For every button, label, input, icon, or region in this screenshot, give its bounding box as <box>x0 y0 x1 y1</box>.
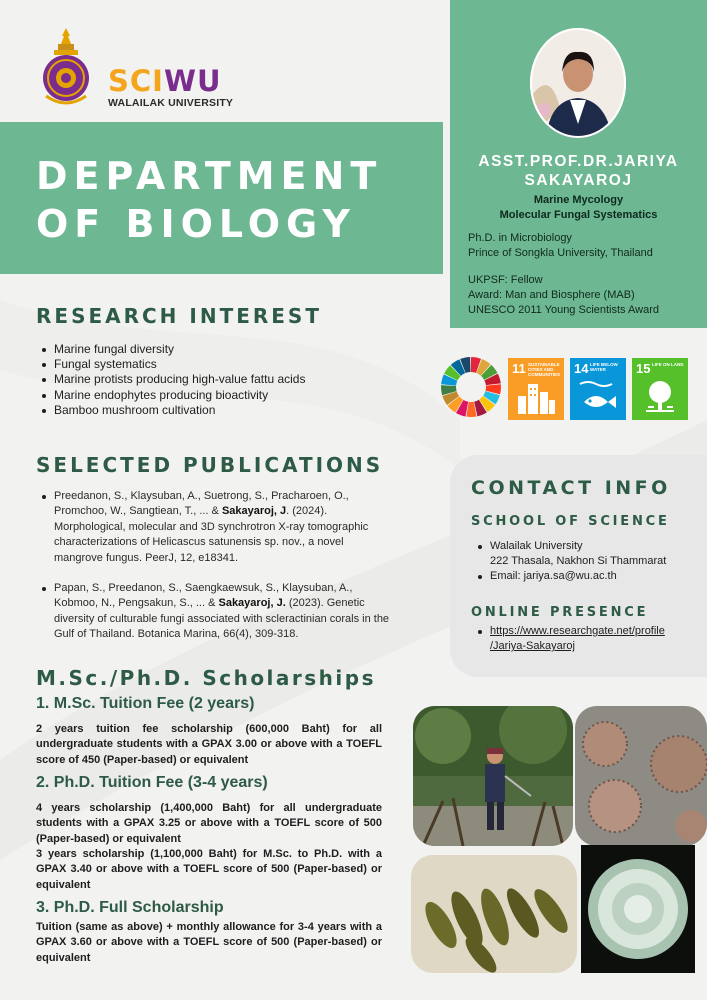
publication-list <box>40 581 390 643</box>
list-item: Marine fungal diversity <box>40 342 430 357</box>
phd-full-scholarship-body: Tuition (same as above) + monthly allowance for 3-4 years with a GPAX 3.60 or above with a TOEFL score of 500 (Paper-based) or equivalent <box>36 921 382 964</box>
list-item: Marine protists producing high-value fattu acids <box>40 372 430 387</box>
school-of-science-header: SCHOOL OF SCIENCE <box>471 514 670 529</box>
award-line: UKPSF: Fellow <box>468 274 543 286</box>
fungal-fruiting-bodies-photo <box>575 706 707 846</box>
profile-panel <box>450 0 707 328</box>
list-item: Bamboo mushroom cultivation <box>40 403 430 418</box>
university-crest-logo <box>40 26 92 110</box>
researchgate-link[interactable] <box>490 625 665 652</box>
sdg-number: 15 <box>636 361 651 376</box>
email-item: Email: jariya.sa@wu.ac.th <box>476 569 706 584</box>
sdg-label: LIFE ON LAND <box>652 362 684 367</box>
university-name: WALAILAK UNIVERSITY <box>108 97 234 109</box>
link-line: https://www.researchgate.net/profile <box>490 625 665 637</box>
award-line: UNESCO 2011 Young Scientists Award <box>468 304 659 316</box>
degree-line: Ph.D. in Microbiology <box>468 232 572 244</box>
researchgate-item <box>476 624 706 654</box>
field-line: Marine Mycology <box>533 194 624 206</box>
phd-tuition-body: 3 years scholarship (1,100,000 Baht) for M.Sc. to Ph.D. with a GPAX 3.40 or above with a TOEFL score of 500 (Paper-based) or equivalent <box>36 848 382 891</box>
field-line: Molecular Fungal Systematics <box>499 209 658 221</box>
contact-panel <box>450 455 707 677</box>
research-interest-header: RESEARCH INTEREST <box>36 304 322 328</box>
list-item: Marine endophytes producing bioactivity <box>40 388 430 403</box>
degree-line: Prince of Songkla University, Thailand <box>468 247 653 259</box>
sciwu-logo <box>108 66 233 109</box>
msc-scholarship-title: 1. M.Sc. Tuition Fee (2 years) <box>36 695 255 712</box>
research-interest-list <box>40 342 430 418</box>
address-line: 222 Thasala, Nakhon Si Thammarat <box>490 555 667 568</box>
publication-list <box>40 489 390 566</box>
publication-item <box>40 489 390 566</box>
contact-list <box>476 539 706 585</box>
brand-wu: WU <box>163 64 222 98</box>
microscopy-protists-photo <box>411 855 577 973</box>
sdg-wheel-icon <box>440 356 502 418</box>
phd-tuition-title: 2. Ph.D. Tuition Fee (3-4 years) <box>36 774 268 791</box>
brand-sci: SCI <box>108 64 164 98</box>
phd-full-scholarship-title: 3. Ph.D. Full Scholarship <box>36 899 224 916</box>
address-line: Walailak University <box>490 540 583 552</box>
city-icon <box>516 378 556 416</box>
sdg-number: 14 <box>574 361 589 376</box>
highlighted-author: Sakayaroj, J. <box>218 597 286 610</box>
degree-info <box>468 231 703 261</box>
publication-details: (2023). Genetic diversity of culturable fungi associated with scleractinian corals in the Gulf of Thailand. Botanica Marina, 66(4), 309-318. <box>54 597 390 641</box>
tree-icon <box>640 378 680 416</box>
mangrove-fieldwork-photo <box>413 706 573 846</box>
professor-name: ASST.PROF.DR.JARIYA SAKAYAROJ <box>478 153 679 189</box>
award-line: Award: Man and Biosphere (MAB) <box>468 289 635 301</box>
msc-scholarship-body: 2 years tuition fee scholarship (600,000 Baht) for all undergraduate students with a GPAX 3.00 or above with a TOEFL score of 450 (Paper-based) or equivalent <box>36 723 382 766</box>
highlighted-author: Sakayaroj, J <box>221 505 287 518</box>
avatar <box>530 28 626 138</box>
online-presence-list <box>476 624 706 654</box>
department-banner <box>0 122 443 274</box>
fish-icon <box>578 378 618 416</box>
department-title: DEPARTMENT OF BIOLOGY <box>36 154 383 246</box>
phd-tuition-body: 4 years scholarship (1,400,000 Baht) for all undergraduate students with a GPAX 3.25 or above with a TOEFL score of 500 (Paper-based) or equivalent <box>36 802 382 845</box>
scholarships-header: M.Sc./Ph.D. Scholarships <box>36 666 376 690</box>
publication-details: . (2024). Morphological, molecular and 3D synchrotron X-ray tomographic characterizations of Helicascus satunensis sp. nov., a novel mangrove fungus. PeerJ, 12, e18341. <box>54 505 369 564</box>
sciwu-wordmark <box>108 66 233 96</box>
selected-publications-header: SELECTED PUBLICATIONS <box>36 453 384 477</box>
contact-info-header: CONTACT INFO <box>471 477 671 499</box>
publication-authors: Preedanon, S., Klaysuban, A., Suetrong, S., Pracharoen, O., Promchoo, W., Sangtiean, T., ... & <box>54 490 349 518</box>
address-item <box>476 539 706 569</box>
research-fields <box>450 193 707 223</box>
link-line: /Jariya-Sakayaroj <box>490 640 575 653</box>
publication-authors: Papan, S., Preedanon, S., Saengkaewsuk, S., Klaysuban, A., Kobmoo, N., Pengsakun, S., ... & <box>54 582 353 610</box>
sdg-11-tile <box>508 358 564 420</box>
online-presence-header: ONLINE PRESENCE <box>471 605 649 620</box>
fungal-culture-petri-dish-photo <box>581 845 695 973</box>
sdg-14-tile <box>570 358 626 420</box>
sdg-label: LIFE BELOW WATER <box>590 362 618 372</box>
list-item: Fungal systematics <box>40 357 430 372</box>
awards-info <box>468 273 703 318</box>
sdg-label: SUSTAINABLE CITIES AND COMMUNITIES <box>528 362 560 377</box>
sdg-number: 11 <box>512 361 526 376</box>
publication-item <box>40 581 390 643</box>
sdg-15-tile <box>632 358 688 420</box>
